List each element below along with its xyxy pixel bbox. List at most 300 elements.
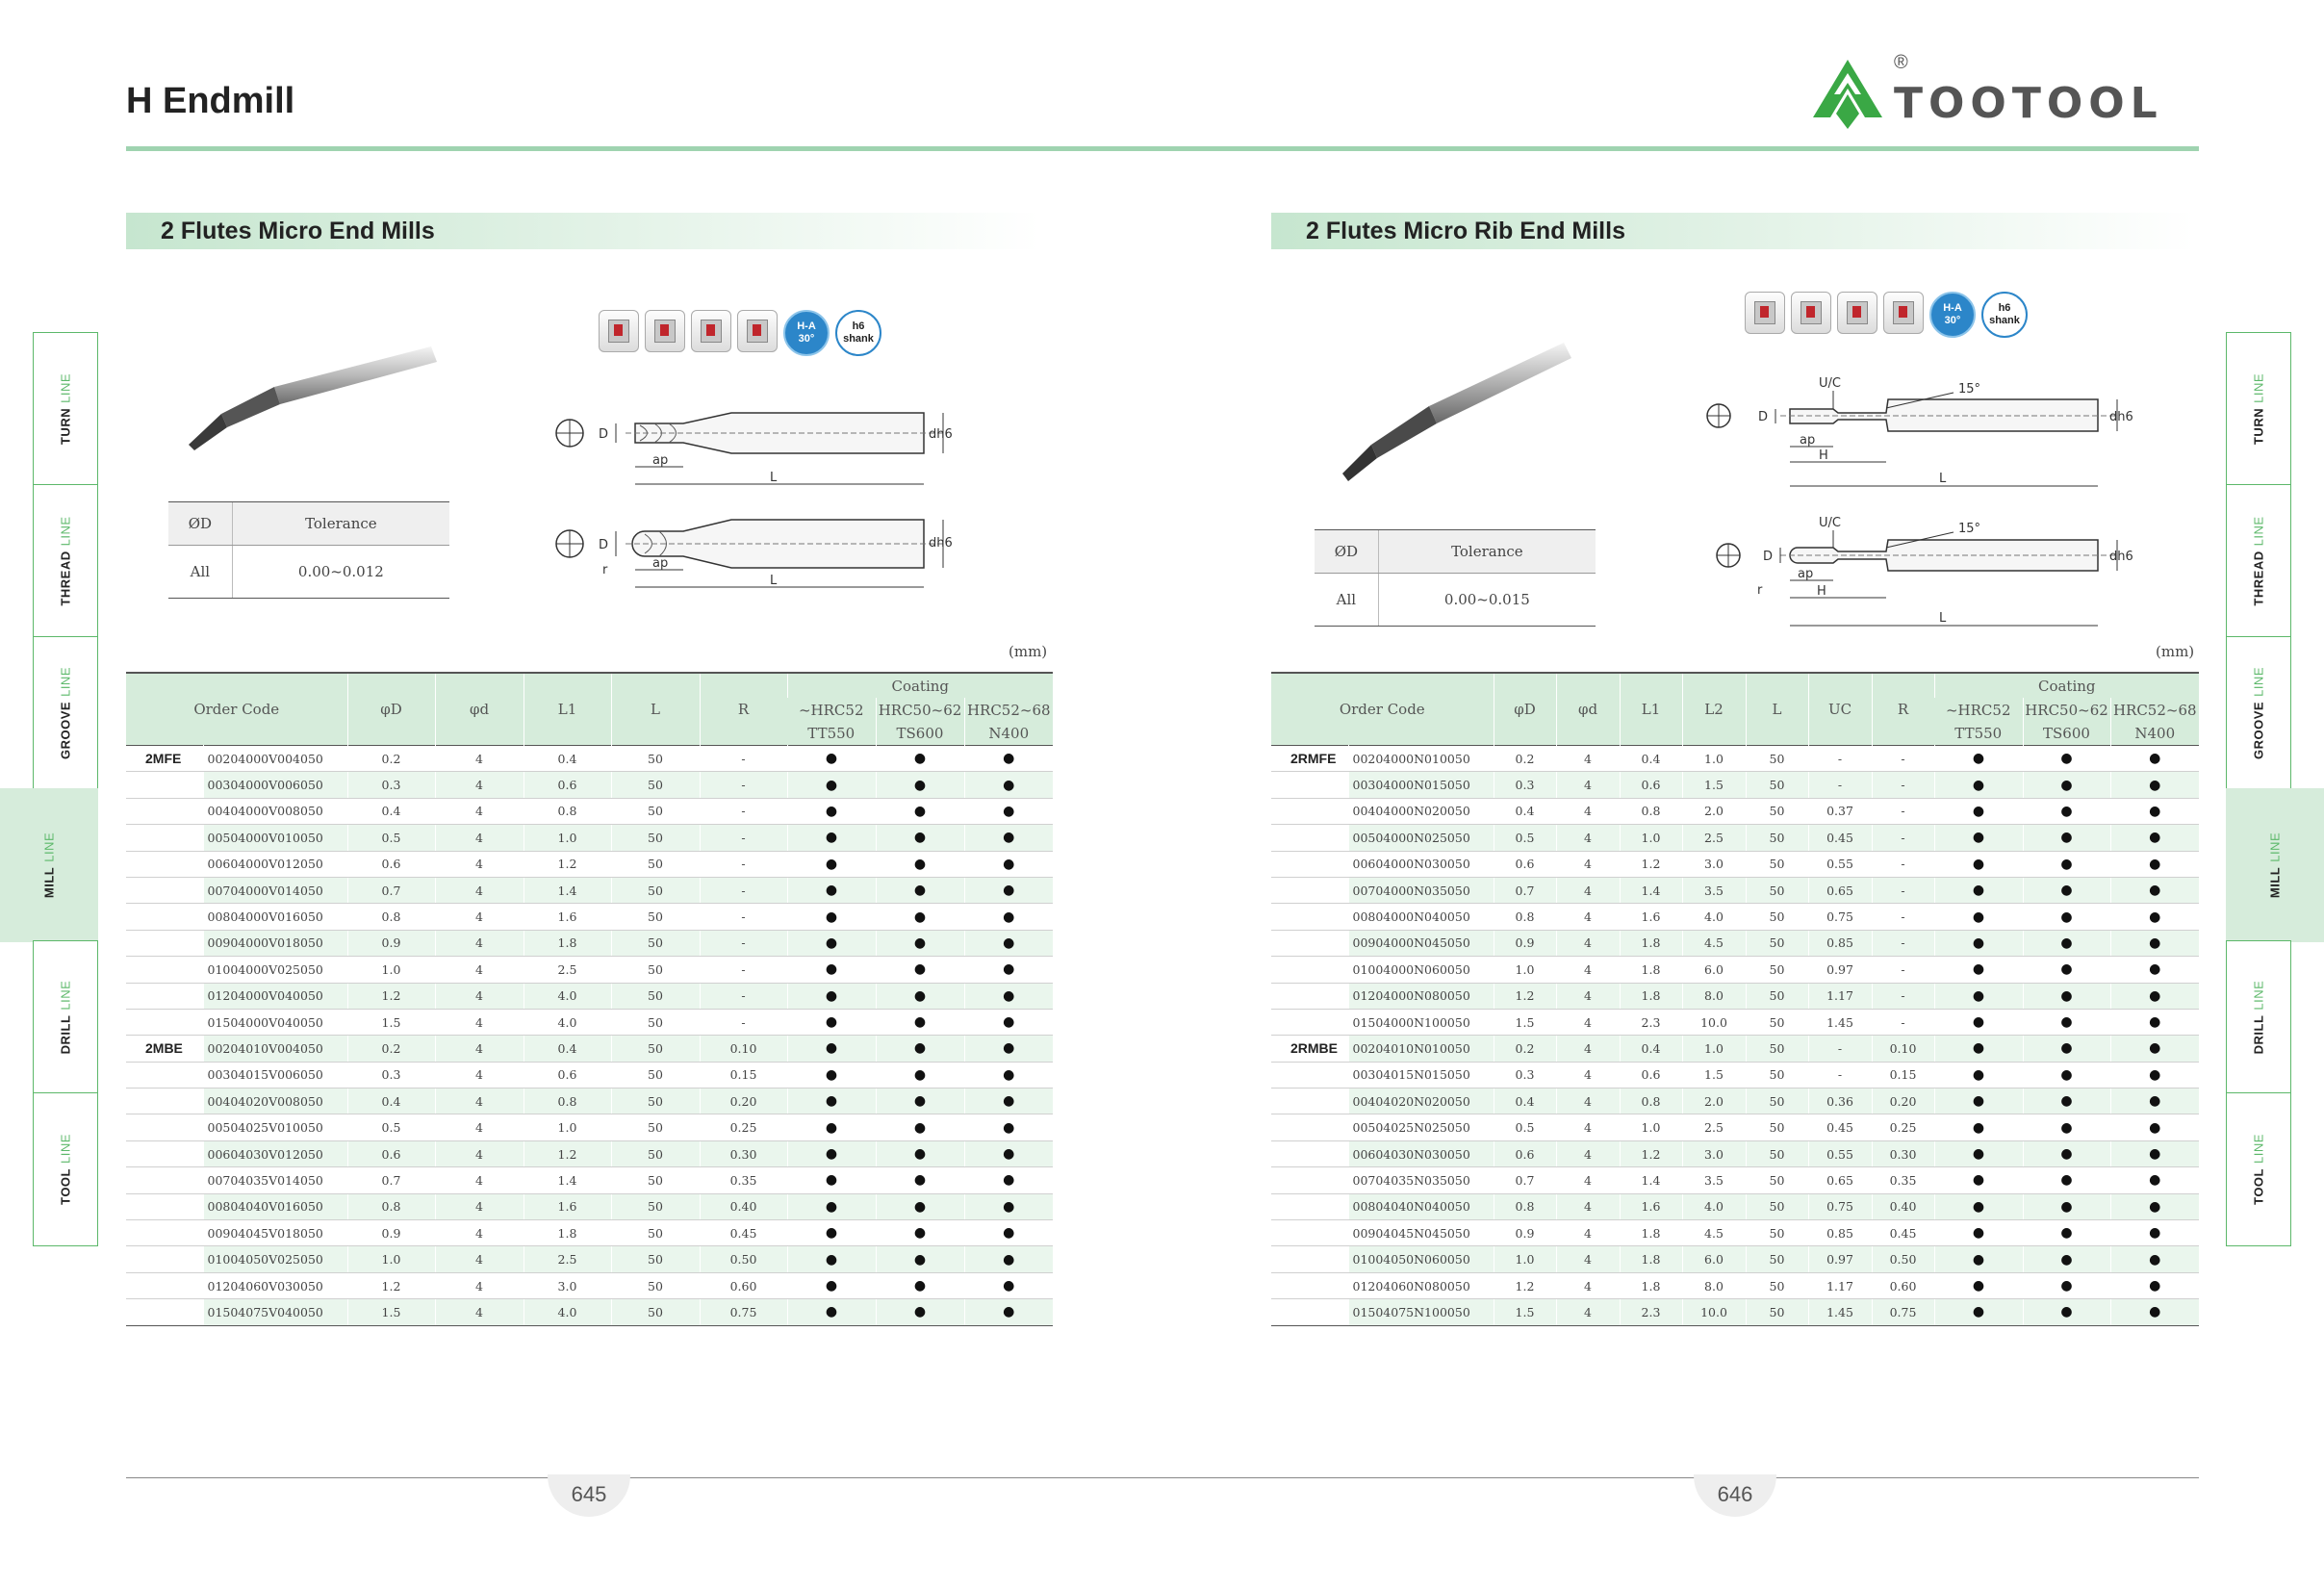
spec-value: 6.0: [1682, 1246, 1746, 1272]
order-code: 01204000N080050: [1348, 983, 1494, 1009]
spec-value: 0.30: [1872, 1140, 1934, 1166]
spec-value: 4: [1556, 1193, 1620, 1219]
table-row: [126, 1089, 1053, 1114]
table-row: [126, 825, 1053, 851]
availability-dot: ●: [2023, 1036, 2110, 1062]
spec-value: 0.8: [524, 1089, 611, 1114]
series-code: [1271, 1193, 1348, 1219]
table-row: [126, 851, 1053, 877]
availability-dot: ●: [876, 851, 964, 877]
order-code: 00504025V010050: [203, 1114, 347, 1140]
table-row: [126, 877, 1053, 903]
availability-dot: ●: [787, 1089, 876, 1114]
spec-value: 0.45: [1872, 1220, 1934, 1246]
spec-value: 50: [1746, 1167, 1808, 1193]
availability-dot: ●: [964, 772, 1053, 798]
spec-value: -: [1872, 983, 1934, 1009]
spec-value: 3.0: [524, 1272, 611, 1298]
order-code: 00604030V012050: [203, 1140, 347, 1166]
availability-dot: ●: [964, 825, 1053, 851]
order-code: 01504075V040050: [203, 1299, 347, 1325]
table-row: [126, 983, 1053, 1009]
availability-dot: ●: [2023, 1114, 2110, 1140]
spec-value: 0.8: [524, 798, 611, 824]
tab-groove-line[interactable]: GROOVELINE: [33, 636, 98, 790]
table-row: [1271, 1036, 2199, 1062]
spec-value: 0.40: [1872, 1193, 1934, 1219]
spec-value: 4: [1556, 1299, 1620, 1325]
spec-value: 0.10: [700, 1036, 787, 1062]
spec-value: 0.60: [700, 1272, 787, 1298]
spec-value: 4: [435, 930, 524, 956]
availability-dot: ●: [964, 1089, 1053, 1114]
spec-value: 1.17: [1808, 1272, 1872, 1298]
header-phiD: φD: [347, 673, 435, 746]
spec-value: 4: [1556, 1062, 1620, 1088]
tolerance-header: Tolerance: [232, 502, 449, 546]
availability-dot: ●: [876, 772, 964, 798]
order-code: 00404020N020050: [1348, 1089, 1494, 1114]
availability-dot: ●: [876, 930, 964, 956]
availability-dot: ●: [1934, 1089, 2023, 1114]
spec-value: 1.2: [1620, 1140, 1682, 1166]
availability-dot: ●: [1934, 746, 2023, 772]
spec-value: 50: [1746, 825, 1808, 851]
spec-value: 50: [1746, 957, 1808, 983]
label-dh6-ball: dh6: [929, 536, 953, 551]
label-ap-ball: ap: [652, 556, 669, 571]
spec-value: 0.65: [1808, 1167, 1872, 1193]
spec-value: 1.5: [1494, 1009, 1556, 1035]
spec-value: 50: [611, 1299, 700, 1325]
tab-turn-line[interactable]: TURNLINE: [33, 332, 98, 486]
spec-value: 0.2: [347, 746, 435, 772]
spec-value: 0.55: [1808, 851, 1872, 877]
availability-dot: ●: [964, 1036, 1053, 1062]
spec-value: 4: [1556, 957, 1620, 983]
order-code: 00404000N020050: [1348, 798, 1494, 824]
spec-value: 4: [435, 825, 524, 851]
spec-value: 0.8: [1494, 1193, 1556, 1219]
spec-value: 0.85: [1808, 1220, 1872, 1246]
order-code: 00704000V014050: [203, 877, 347, 903]
page-title: H Endmill: [126, 81, 295, 121]
spec-value: 1.0: [1682, 746, 1746, 772]
tab-drill-line-right[interactable]: DRILLLINE: [2226, 940, 2291, 1094]
spec-value: 1.2: [1494, 983, 1556, 1009]
availability-dot: ●: [787, 798, 876, 824]
spec-value: 3.0: [1682, 851, 1746, 877]
spec-value: 50: [1746, 877, 1808, 903]
ball-endmill-drawing: [549, 510, 972, 606]
table-row: [126, 798, 1053, 824]
spec-value: 1.4: [524, 877, 611, 903]
spec-value: 2.5: [524, 1246, 611, 1272]
section-title-left: 2 Flutes Micro End Mills: [126, 213, 1040, 249]
availability-dot: ●: [787, 1036, 876, 1062]
spec-value: 1.2: [524, 1140, 611, 1166]
spec-value: -: [700, 851, 787, 877]
spec-value: 4: [435, 1009, 524, 1035]
spec-value: 1.5: [347, 1299, 435, 1325]
label-dh6: dh6: [929, 427, 953, 442]
spec-value: 0.15: [700, 1062, 787, 1088]
spec-value: 4.0: [524, 1009, 611, 1035]
table-row: [126, 1009, 1053, 1035]
header-phiD: φD: [1494, 673, 1556, 746]
availability-dot: ●: [964, 1272, 1053, 1298]
spec-value: 0.6: [347, 1140, 435, 1166]
tab-tool-line-right[interactable]: TOOLLINE: [2226, 1092, 2291, 1246]
spec-value: 0.35: [1872, 1167, 1934, 1193]
table-row: [1271, 746, 2199, 772]
availability-dot: ●: [787, 957, 876, 983]
spec-value: 50: [611, 1114, 700, 1140]
spec-value: 0.75: [1808, 904, 1872, 930]
series-code: [126, 772, 203, 798]
table-row: [1271, 772, 2199, 798]
spec-value: 1.0: [1682, 1036, 1746, 1062]
spec-value: 1.2: [1620, 851, 1682, 877]
product-table-left: [126, 672, 1053, 1326]
series-code: [1271, 877, 1348, 903]
availability-dot: ●: [2110, 1167, 2199, 1193]
spec-value: 0.15: [1872, 1062, 1934, 1088]
spec-value: 50: [611, 877, 700, 903]
spec-value: 4: [435, 1140, 524, 1166]
spec-value: 0.3: [347, 772, 435, 798]
header-grade: ~HRC52: [787, 698, 876, 722]
spec-value: 50: [611, 904, 700, 930]
spec-value: 0.4: [347, 798, 435, 824]
order-code: 00604030N030050: [1348, 1140, 1494, 1166]
header-grade: HRC52~68: [964, 698, 1053, 722]
spec-value: -: [700, 904, 787, 930]
tolerance-value: 0.00~0.012: [232, 546, 449, 599]
header-rule: [126, 146, 2199, 151]
tab-thread-line-right[interactable]: THREADLINE: [2226, 484, 2291, 638]
order-code: 01504000N100050: [1348, 1009, 1494, 1035]
series-code: [126, 1089, 203, 1114]
series-code: [1271, 1089, 1348, 1114]
table-row: [126, 1193, 1053, 1219]
availability-dot: ●: [876, 983, 964, 1009]
order-code: 00904045N045050: [1348, 1220, 1494, 1246]
availability-dot: ●: [2110, 825, 2199, 851]
tootool-logo-icon: [1809, 56, 1886, 133]
availability-dot: ●: [1934, 825, 2023, 851]
spec-value: 1.5: [347, 1009, 435, 1035]
availability-dot: ●: [2110, 1299, 2199, 1325]
label-H-ball: H: [1817, 584, 1826, 599]
spec-value: 0.4: [1620, 746, 1682, 772]
spec-value: 50: [1746, 851, 1808, 877]
availability-dot: ●: [876, 1062, 964, 1088]
table-row: [126, 1167, 1053, 1193]
availability-dot: ●: [1934, 930, 2023, 956]
spec-value: 0.5: [347, 825, 435, 851]
availability-dot: ●: [964, 983, 1053, 1009]
availability-dot: ●: [787, 1299, 876, 1325]
header-L: L: [1746, 673, 1808, 746]
availability-dot: ●: [2023, 877, 2110, 903]
unit-label-right: (mm): [2156, 643, 2195, 660]
helix-angle-badge: H-A 30°: [1929, 292, 1976, 338]
spec-value: 1.6: [1620, 904, 1682, 930]
availability-dot: ●: [787, 930, 876, 956]
order-code: 00704035N035050: [1348, 1167, 1494, 1193]
spec-value: 0.7: [347, 877, 435, 903]
tab-turn-line-right[interactable]: TURNLINE: [2226, 332, 2291, 486]
availability-dot: ●: [1934, 983, 2023, 1009]
availability-dot: ●: [964, 1246, 1053, 1272]
table-row: [1271, 957, 2199, 983]
tab-groove-line-right[interactable]: GROOVELINE: [2226, 636, 2291, 790]
availability-dot: ●: [1934, 957, 2023, 983]
spec-value: 50: [1746, 798, 1808, 824]
availability-dot: ●: [1934, 1193, 2023, 1219]
spec-value: 0.35: [700, 1167, 787, 1193]
availability-dot: ●: [787, 904, 876, 930]
brand-name: TOOTOOL: [1894, 79, 2163, 128]
spec-value: 50: [1746, 1062, 1808, 1088]
label-D-ball: D: [599, 538, 609, 552]
order-code: 01504075N100050: [1348, 1299, 1494, 1325]
availability-dot: ●: [787, 746, 876, 772]
table-row: [126, 746, 1053, 772]
table-row: [1271, 1246, 2199, 1272]
availability-dot: ●: [964, 1114, 1053, 1140]
table-row: [1271, 1114, 2199, 1140]
table-row: [126, 1036, 1053, 1062]
spec-value: 1.4: [524, 1167, 611, 1193]
spec-value: -: [1808, 1062, 1872, 1088]
series-code: [1271, 1062, 1348, 1088]
spec-value: 0.85: [1808, 930, 1872, 956]
spec-value: 50: [611, 825, 700, 851]
header-phid: φd: [435, 673, 524, 746]
availability-dot: ●: [2023, 772, 2110, 798]
header-coating-type: N400: [964, 722, 1053, 746]
order-code: 00204000N010050: [1348, 746, 1494, 772]
order-code: 00304000V006050: [203, 772, 347, 798]
header-phid: φd: [1556, 673, 1620, 746]
spec-value: 1.2: [347, 983, 435, 1009]
footer-rule: [126, 1477, 2199, 1478]
spec-value: 10.0: [1682, 1009, 1746, 1035]
series-code: [1271, 930, 1348, 956]
spec-value: 0.6: [524, 772, 611, 798]
order-code: 01204060N080050: [1348, 1272, 1494, 1298]
table-row: [1271, 930, 2199, 956]
header-coating-type: TS600: [876, 722, 964, 746]
availability-dot: ●: [2110, 957, 2199, 983]
spec-value: 4: [1556, 1140, 1620, 1166]
spec-value: 0.30: [700, 1140, 787, 1166]
order-code: 00404020V008050: [203, 1089, 347, 1114]
spec-value: 10.0: [1682, 1299, 1746, 1325]
spec-value: 0.4: [1620, 1036, 1682, 1062]
spec-value: 1.8: [1620, 983, 1682, 1009]
availability-dot: ●: [964, 877, 1053, 903]
spec-value: -: [1872, 877, 1934, 903]
spec-value: 2.5: [1682, 1114, 1746, 1140]
tolerance-header-d: ØD: [168, 502, 232, 546]
series-code: [126, 851, 203, 877]
order-code: 00204000V004050: [203, 746, 347, 772]
table-row: [126, 1299, 1053, 1325]
side-milling-icon: [645, 310, 685, 352]
profile-milling-icon: [737, 310, 778, 352]
spec-value: 0.9: [347, 1220, 435, 1246]
unit-label-left: (mm): [1009, 643, 1048, 660]
availability-dot: ●: [2110, 1009, 2199, 1035]
spec-value: 50: [611, 798, 700, 824]
availability-dot: ●: [964, 1220, 1053, 1246]
availability-dot: ●: [2023, 957, 2110, 983]
tab-thread-line[interactable]: THREADLINE: [33, 484, 98, 638]
spec-value: 0.45: [700, 1220, 787, 1246]
availability-dot: ●: [2110, 1193, 2199, 1219]
series-code: [1271, 957, 1348, 983]
order-code: 01004000V025050: [203, 957, 347, 983]
endmill-photo: [183, 337, 443, 452]
page-number-left: 645: [548, 1474, 630, 1517]
header-coating: Coating: [787, 673, 1053, 698]
availability-dot: ●: [876, 1299, 964, 1325]
header-grade: HRC50~62: [2023, 698, 2110, 722]
series-code: [1271, 772, 1348, 798]
series-code: [126, 798, 203, 824]
availability-dot: ●: [1934, 772, 2023, 798]
availability-dot: ●: [964, 1140, 1053, 1166]
spec-value: 1.6: [524, 1193, 611, 1219]
spec-value: 3.5: [1682, 877, 1746, 903]
order-code: 00704000N035050: [1348, 877, 1494, 903]
label-L-rib-ball: L: [1939, 611, 1947, 626]
spec-value: 0.20: [1872, 1089, 1934, 1114]
spec-value: -: [1872, 746, 1934, 772]
spec-value: 0.8: [1620, 1089, 1682, 1114]
label-uc-ball: U/C: [1819, 516, 1841, 530]
spec-value: 1.0: [1494, 957, 1556, 983]
helix-angle-badge: H-A 30°: [783, 310, 830, 356]
availability-dot: ●: [1934, 1036, 2023, 1062]
tab-drill-line[interactable]: DRILLLINE: [33, 940, 98, 1094]
spec-value: 1.0: [1494, 1246, 1556, 1272]
spec-value: 1.2: [524, 851, 611, 877]
order-code: 00304015V006050: [203, 1062, 347, 1088]
spec-value: 1.5: [1682, 772, 1746, 798]
availability-dot: ●: [1934, 1140, 2023, 1166]
spec-value: 1.45: [1808, 1009, 1872, 1035]
header-L: L: [611, 673, 700, 746]
order-code: 01204000V040050: [203, 983, 347, 1009]
spec-value: 50: [1746, 1299, 1808, 1325]
series-code: [1271, 904, 1348, 930]
label-r-rib: r: [1757, 583, 1763, 598]
order-code: 01204060V030050: [203, 1272, 347, 1298]
spec-value: 50: [1746, 1114, 1808, 1140]
spec-value: 4: [435, 983, 524, 1009]
table-row: [126, 1220, 1053, 1246]
spec-value: 0.4: [347, 1089, 435, 1114]
series-code: [126, 957, 203, 983]
spec-value: 4: [1556, 930, 1620, 956]
order-code: 01004000N060050: [1348, 957, 1494, 983]
series-code: [126, 1167, 203, 1193]
spec-value: 4: [435, 1114, 524, 1140]
tab-tool-line[interactable]: TOOLLINE: [33, 1092, 98, 1246]
table-row: [1271, 1220, 2199, 1246]
spec-value: 0.6: [347, 851, 435, 877]
spec-value: 50: [611, 983, 700, 1009]
series-code: [1271, 798, 1348, 824]
spec-value: -: [1872, 798, 1934, 824]
spec-value: 0.3: [1494, 772, 1556, 798]
series-code: [126, 877, 203, 903]
tab-mill-line[interactable]: MILLLINE: [0, 788, 98, 942]
availability-dot: ●: [787, 1220, 876, 1246]
spec-value: 50: [611, 1062, 700, 1088]
spec-value: 0.8: [347, 904, 435, 930]
spec-value: 4: [435, 877, 524, 903]
availability-dot: ●: [2110, 877, 2199, 903]
spec-value: 1.17: [1808, 983, 1872, 1009]
header-UC: UC: [1808, 673, 1872, 746]
header-coating-type: TT550: [1934, 722, 2023, 746]
availability-dot: ●: [1934, 1246, 2023, 1272]
availability-dot: ●: [1934, 1299, 2023, 1325]
order-code: 00504025N025050: [1348, 1114, 1494, 1140]
spec-value: 0.8: [347, 1193, 435, 1219]
availability-dot: ●: [876, 877, 964, 903]
spec-value: 2.0: [1682, 1089, 1746, 1114]
feature-icons-left: [599, 310, 881, 356]
tab-mill-line-right[interactable]: MILLLINE: [2226, 788, 2324, 942]
availability-dot: ●: [1934, 1167, 2023, 1193]
series-code: [126, 1114, 203, 1140]
spec-value: 0.75: [700, 1299, 787, 1325]
header-coating-type: TS600: [2023, 722, 2110, 746]
order-code: 00304000N015050: [1348, 772, 1494, 798]
spec-value: 0.9: [347, 930, 435, 956]
spec-value: 50: [611, 1167, 700, 1193]
table-row: [1271, 904, 2199, 930]
availability-dot: ●: [2023, 983, 2110, 1009]
label-L-ball: L: [770, 574, 778, 588]
spec-value: 2.0: [1682, 798, 1746, 824]
spec-value: 4: [435, 1036, 524, 1062]
availability-dot: ●: [876, 904, 964, 930]
spec-value: 4: [435, 957, 524, 983]
label-ap: ap: [652, 453, 669, 468]
table-row: [126, 904, 1053, 930]
label-D-rib-ball: D: [1763, 550, 1774, 564]
spec-value: 0.6: [524, 1062, 611, 1088]
series-code: [126, 1062, 203, 1088]
spec-value: 50: [611, 1220, 700, 1246]
spec-value: 4: [1556, 983, 1620, 1009]
series-code: [1271, 1167, 1348, 1193]
spec-value: 50: [611, 1009, 700, 1035]
table-row: [1271, 983, 2199, 1009]
spec-value: 1.8: [524, 1220, 611, 1246]
header-grade: HRC52~68: [2110, 698, 2199, 722]
spec-value: 0.20: [700, 1089, 787, 1114]
table-row: [126, 1114, 1053, 1140]
spec-value: 1.8: [1620, 1246, 1682, 1272]
